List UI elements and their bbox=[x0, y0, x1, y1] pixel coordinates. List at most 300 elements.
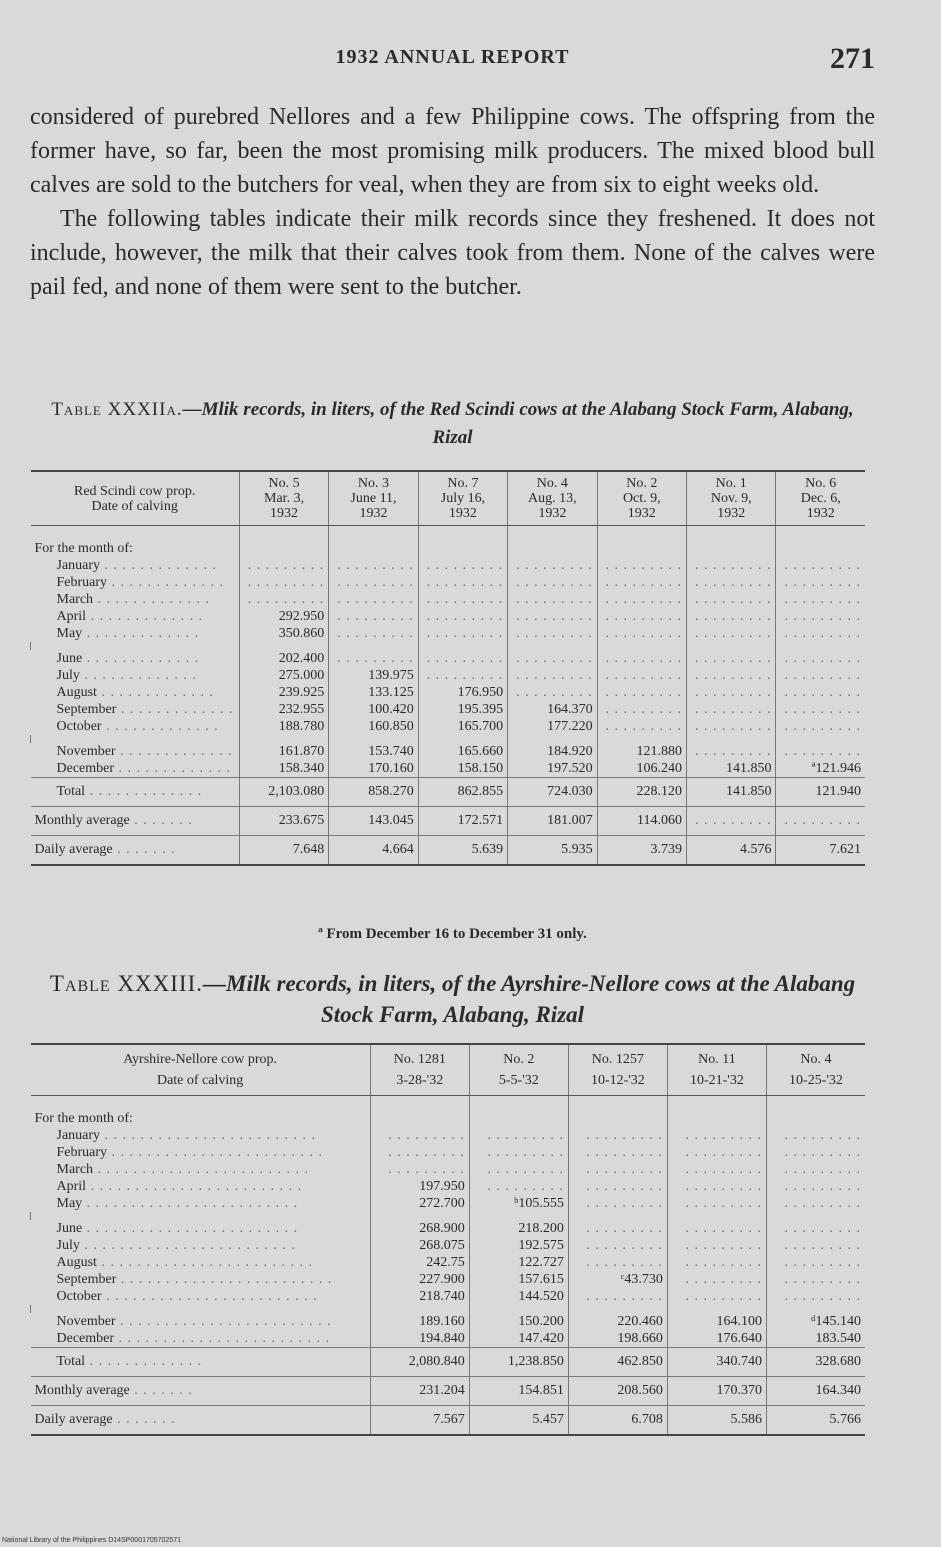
data-cell bbox=[418, 667, 507, 684]
data-cell bbox=[508, 608, 597, 625]
leader-dots: . . . . . . . . . bbox=[784, 1238, 861, 1253]
leader-dots: . . . . . . . . . . . . . . . . . . . . . . . . bbox=[116, 1272, 333, 1287]
leader-dots: . . . . . . . . . bbox=[586, 1162, 663, 1177]
month-name: November bbox=[56, 1314, 116, 1329]
leader-dots: . . . . . . . . . bbox=[694, 813, 772, 828]
cell-value: 197.520 bbox=[547, 761, 593, 776]
leader-dots: . . . . . . . . . bbox=[685, 1145, 762, 1160]
data-cell bbox=[329, 718, 418, 735]
summary-cell bbox=[568, 1348, 667, 1377]
summary-value: 114.060 bbox=[637, 813, 683, 828]
leader-dots: . . . . . . . . . bbox=[426, 651, 504, 666]
cell-value: 183.540 bbox=[815, 1331, 861, 1346]
data-cell bbox=[469, 1161, 568, 1178]
data-cell bbox=[597, 650, 686, 667]
data-cell bbox=[667, 1195, 766, 1212]
spacer-cell bbox=[766, 1305, 865, 1313]
column-header: No. 1257 10-12-'32 bbox=[568, 1044, 667, 1096]
leader-dots: . . . . . . . . . bbox=[694, 685, 772, 700]
month-name: June bbox=[56, 1221, 83, 1236]
summary-cell bbox=[418, 807, 507, 836]
row-label bbox=[31, 760, 240, 778]
summary-cell bbox=[370, 1377, 469, 1406]
summary-value: 231.204 bbox=[419, 1383, 465, 1398]
spacer-cell bbox=[31, 735, 240, 743]
row-label bbox=[31, 625, 240, 642]
leader-dots: . . . . . . . . . . . . . bbox=[85, 784, 203, 799]
paragraph-1: considered of purebred Nellores and a few Philippine cows. The offspring from the former have, so far, been the most promising milk producers. The mixed blood bull calves are sold to the butchers for veal, when they are from six to eight weeks old. bbox=[30, 104, 875, 198]
leader-dots: . . . . . . . . . bbox=[426, 592, 504, 607]
spacer-cell bbox=[687, 735, 776, 743]
spacer-cell bbox=[469, 1305, 568, 1313]
corner-header: Ayrshire-Nellore cow prop. Date of calving bbox=[31, 1044, 371, 1096]
empty-cell bbox=[508, 526, 597, 558]
month-name: July bbox=[56, 668, 80, 683]
spacer-cell bbox=[329, 735, 418, 743]
leader-dots: . . . . . . . . . bbox=[605, 575, 683, 590]
data-cell bbox=[766, 1254, 865, 1271]
cell-value: 184.920 bbox=[547, 744, 593, 759]
leader-dots: . . . . . . . . . . . . . bbox=[85, 1354, 203, 1369]
data-cell bbox=[568, 1178, 667, 1195]
cell-value: 220.460 bbox=[617, 1314, 663, 1329]
table-row bbox=[31, 684, 866, 701]
data-cell bbox=[687, 574, 776, 591]
leader-dots: . . . . . . . . . . . . . bbox=[107, 575, 225, 590]
row-label bbox=[31, 1288, 371, 1305]
summary-cell bbox=[418, 836, 507, 866]
data-cell bbox=[766, 1237, 865, 1254]
summary-cell bbox=[239, 836, 328, 866]
row-label bbox=[31, 1313, 371, 1330]
summary-cell bbox=[469, 1348, 568, 1377]
leader-dots: . . . . . . . . . bbox=[694, 744, 772, 759]
row-label bbox=[31, 684, 240, 701]
leader-dots: . . . . . . . . . bbox=[605, 702, 683, 717]
data-cell bbox=[370, 1220, 469, 1237]
data-cell bbox=[239, 625, 328, 642]
table-row bbox=[31, 667, 866, 684]
leader-dots: . . . . . . . . . bbox=[685, 1238, 762, 1253]
spacer-cell bbox=[687, 642, 776, 650]
leader-dots: . . . . . . . . . bbox=[247, 592, 325, 607]
column-header: No. 2 5-5-'32 bbox=[469, 1044, 568, 1096]
data-cell bbox=[329, 701, 418, 718]
summary-value: 1,238.850 bbox=[507, 1354, 564, 1369]
leader-dots: . . . . . . . . . bbox=[694, 702, 772, 717]
data-cell bbox=[766, 1220, 865, 1237]
table1-caption bbox=[30, 396, 875, 452]
corner-header: Red Scindi cow prop. Date of calving bbox=[31, 471, 240, 526]
data-cell bbox=[687, 650, 776, 667]
leader-dots: . . . . . . . . . . . . . bbox=[82, 626, 200, 641]
data-cell bbox=[568, 1220, 667, 1237]
summary-label bbox=[31, 807, 240, 836]
leader-dots: . . . . . . . . . bbox=[337, 609, 414, 624]
data-cell bbox=[766, 1271, 865, 1288]
leader-dots: . . . . . . . . . bbox=[487, 1128, 564, 1143]
red-scindi-milk-table bbox=[30, 470, 865, 866]
cell-value: 227.900 bbox=[419, 1272, 465, 1287]
summary-value: 862.855 bbox=[457, 784, 504, 799]
leader-dots: . . . . . . . . . bbox=[487, 1162, 564, 1177]
data-cell bbox=[766, 1144, 865, 1161]
leader-dots: . . . . . . . . . bbox=[784, 651, 861, 666]
summary-value: 5.457 bbox=[532, 1412, 564, 1427]
table-row bbox=[31, 1271, 866, 1288]
table-row bbox=[31, 625, 866, 642]
data-cell bbox=[508, 557, 597, 574]
summary-value: 858.270 bbox=[368, 784, 414, 799]
header-row bbox=[31, 471, 866, 526]
month-name: December bbox=[56, 761, 115, 776]
leader-dots: . . . . . . . . . bbox=[247, 575, 325, 590]
summary-value: 340.740 bbox=[716, 1354, 762, 1369]
data-cell bbox=[370, 1127, 469, 1144]
spacer-cell bbox=[31, 1305, 371, 1313]
summary-cell bbox=[370, 1406, 469, 1436]
data-cell bbox=[776, 625, 865, 642]
empty-cell bbox=[667, 1096, 766, 1128]
column-header: No. 7 July 16, 1932 bbox=[418, 471, 507, 526]
leader-dots: . . . . . . . . . bbox=[586, 1238, 663, 1253]
data-cell bbox=[687, 608, 776, 625]
data-cell bbox=[568, 1144, 667, 1161]
leader-dots: . . . . . . . . . bbox=[784, 813, 861, 828]
leader-dots: . . . . . . . . . . . . . bbox=[82, 651, 200, 666]
summary-label bbox=[31, 1377, 371, 1406]
leader-dots: . . . . . . . . . bbox=[516, 575, 593, 590]
data-cell bbox=[776, 718, 865, 735]
data-cell bbox=[687, 625, 776, 642]
summary-value: 170.370 bbox=[716, 1383, 762, 1398]
data-cell bbox=[667, 1288, 766, 1305]
summary-cell bbox=[329, 778, 418, 807]
leader-dots: . . . . . . . . . bbox=[784, 685, 861, 700]
data-cell bbox=[667, 1330, 766, 1348]
data-cell bbox=[469, 1127, 568, 1144]
month-name: July bbox=[56, 1238, 80, 1253]
data-cell bbox=[370, 1237, 469, 1254]
month-name: March bbox=[56, 592, 94, 607]
data-cell bbox=[687, 718, 776, 735]
data-cell bbox=[776, 557, 865, 574]
leader-dots: . . . . . . . . . . . . . . . . . . . . . . . . bbox=[79, 1238, 296, 1253]
data-cell bbox=[776, 650, 865, 667]
row-label bbox=[31, 1254, 371, 1271]
spacer-cell bbox=[469, 1212, 568, 1220]
data-cell bbox=[508, 760, 597, 778]
leader-dots: . . . . . . . . . bbox=[426, 626, 504, 641]
data-cell bbox=[776, 608, 865, 625]
cell-value: 197.950 bbox=[419, 1179, 465, 1194]
month-name: September bbox=[56, 1272, 117, 1287]
leader-dots: . . . . . . . . . bbox=[784, 668, 861, 683]
summary-cell bbox=[469, 1406, 568, 1436]
data-cell bbox=[597, 760, 686, 778]
cell-value: 139.975 bbox=[368, 668, 414, 683]
data-cell bbox=[418, 591, 507, 608]
data-cell bbox=[508, 701, 597, 718]
data-cell bbox=[568, 1254, 667, 1271]
data-cell bbox=[418, 608, 507, 625]
data-cell bbox=[568, 1288, 667, 1305]
summary-value: 3.739 bbox=[650, 842, 683, 857]
leader-dots: . . . . . . . . . bbox=[247, 558, 325, 573]
cell-value: 194.840 bbox=[419, 1331, 465, 1346]
data-cell bbox=[329, 591, 418, 608]
month-name: August bbox=[56, 1255, 97, 1270]
spacer-cell bbox=[597, 735, 686, 743]
row-label bbox=[31, 1220, 371, 1237]
leader-dots: . . . . . . . . . bbox=[694, 719, 772, 734]
leader-dots: . . . . . . . . . . . . . . . . . . . . . . . . bbox=[93, 1162, 310, 1177]
spacer-cell bbox=[766, 1212, 865, 1220]
data-cell bbox=[687, 760, 776, 778]
table-row bbox=[31, 1161, 866, 1178]
cell-value: 268.075 bbox=[419, 1238, 465, 1253]
column-header: No. 5 Mar. 3, 1932 bbox=[239, 471, 328, 526]
summary-value: 5.766 bbox=[829, 1412, 861, 1427]
column-header: No. 11 10-21-'32 bbox=[667, 1044, 766, 1096]
summary-cell bbox=[597, 836, 686, 866]
leader-dots: . . . . . . . . . bbox=[784, 1179, 861, 1194]
data-cell bbox=[766, 1313, 865, 1330]
summary-value: 5.935 bbox=[561, 842, 593, 857]
summary-name: Total bbox=[56, 784, 86, 799]
data-cell bbox=[418, 701, 507, 718]
data-cell bbox=[568, 1195, 667, 1212]
data-cell bbox=[766, 1330, 865, 1348]
cell-value: 292.950 bbox=[278, 609, 325, 624]
leader-dots: . . . . . . . . . bbox=[426, 558, 504, 573]
spacer-cell bbox=[568, 1305, 667, 1313]
summary-name: Monthly average bbox=[34, 1383, 130, 1398]
row-label bbox=[31, 1195, 371, 1212]
summary-name: Daily average bbox=[34, 842, 113, 857]
leader-dots: . . . . . . . . . bbox=[516, 592, 593, 607]
leader-dots: . . . . . . . . . . . . . bbox=[96, 685, 214, 700]
month-name: August bbox=[56, 685, 97, 700]
spacer-cell bbox=[508, 642, 597, 650]
data-cell bbox=[667, 1313, 766, 1330]
data-cell bbox=[508, 743, 597, 760]
column-header: No. 4 10-25-'32 bbox=[766, 1044, 865, 1096]
data-cell bbox=[239, 574, 328, 591]
data-cell bbox=[766, 1288, 865, 1305]
month-name: January bbox=[56, 1128, 101, 1143]
cell-value: 158.340 bbox=[278, 761, 325, 776]
data-cell bbox=[776, 574, 865, 591]
cell-value: 121.880 bbox=[636, 744, 683, 759]
summary-row bbox=[31, 1377, 866, 1406]
data-cell bbox=[597, 591, 686, 608]
summary-value: 121.940 bbox=[815, 784, 861, 799]
cell-value: 275.000 bbox=[278, 668, 325, 683]
summary-value: 462.850 bbox=[617, 1354, 663, 1369]
data-cell bbox=[776, 684, 865, 701]
data-cell bbox=[776, 701, 865, 718]
summary-value: 228.120 bbox=[636, 784, 683, 799]
leader-dots: . . . . . . . . . bbox=[586, 1255, 663, 1270]
cell-value: 165.660 bbox=[457, 744, 504, 759]
cell-value: 188.780 bbox=[278, 719, 325, 734]
leader-dots: . . . . . . . . . bbox=[685, 1128, 762, 1143]
leader-dots: . . . . . . . . . bbox=[685, 1179, 762, 1194]
group-label: For the month of: bbox=[34, 1111, 133, 1126]
leader-dots: . . . . . . . . . bbox=[337, 626, 414, 641]
cell-value: 122.727 bbox=[518, 1255, 564, 1270]
data-cell bbox=[568, 1237, 667, 1254]
data-cell bbox=[239, 743, 328, 760]
table-row bbox=[31, 1288, 866, 1305]
summary-cell bbox=[508, 778, 597, 807]
data-cell bbox=[469, 1288, 568, 1305]
spacer-cell bbox=[776, 735, 865, 743]
row-label bbox=[31, 718, 240, 735]
leader-dots: . . . . . . . bbox=[129, 1383, 193, 1398]
summary-cell bbox=[329, 836, 418, 866]
table-row bbox=[31, 1313, 866, 1330]
month-name: April bbox=[56, 609, 87, 624]
leader-dots: . . . . . . . . . bbox=[784, 1196, 861, 1211]
row-label bbox=[31, 1178, 371, 1195]
cell-value: 202.400 bbox=[278, 651, 325, 666]
spacer-cell bbox=[370, 1212, 469, 1220]
summary-value: 2,080.840 bbox=[408, 1354, 465, 1369]
leader-dots: . . . . . . . . . bbox=[685, 1196, 762, 1211]
summary-cell bbox=[469, 1377, 568, 1406]
data-cell bbox=[370, 1271, 469, 1288]
cell-value: 195.395 bbox=[457, 702, 504, 717]
data-cell bbox=[370, 1330, 469, 1348]
leader-dots: . . . . . . . bbox=[112, 842, 176, 857]
empty-cell bbox=[766, 1096, 865, 1128]
data-cell bbox=[766, 1178, 865, 1195]
summary-value: 154.851 bbox=[518, 1383, 564, 1398]
column-header: No. 6 Dec. 6, 1932 bbox=[776, 471, 865, 526]
data-cell bbox=[370, 1313, 469, 1330]
spacer-row bbox=[31, 735, 866, 743]
data-cell bbox=[667, 1254, 766, 1271]
data-cell bbox=[766, 1195, 865, 1212]
spacer-cell bbox=[508, 735, 597, 743]
leader-dots: . . . . . . . . . bbox=[605, 651, 683, 666]
cell-value: 350.860 bbox=[278, 626, 325, 641]
data-cell bbox=[667, 1237, 766, 1254]
data-cell bbox=[508, 625, 597, 642]
month-name: January bbox=[56, 558, 101, 573]
leader-dots: . . . . . . . . . bbox=[426, 575, 504, 590]
data-cell bbox=[508, 718, 597, 735]
header-row bbox=[31, 1044, 866, 1096]
table2-caption-text: —Milk records, in liters, of the Ayrshire-Nellore cows at the Alabang Stock Farm, Alabang, Rizal bbox=[203, 971, 856, 1027]
spacer-row bbox=[31, 1305, 866, 1313]
data-cell bbox=[469, 1271, 568, 1288]
spacer-cell bbox=[667, 1305, 766, 1313]
leader-dots: . . . . . . . . . bbox=[694, 609, 772, 624]
leader-dots: . . . . . . . . . bbox=[784, 1162, 861, 1177]
leader-dots: . . . . . . . . . . . . . . . . . . . . . . . . bbox=[86, 1179, 303, 1194]
data-cell bbox=[329, 557, 418, 574]
page-header bbox=[30, 42, 875, 82]
cell-value: 147.420 bbox=[518, 1331, 564, 1346]
data-cell bbox=[329, 574, 418, 591]
leader-dots: . . . . . . . . . bbox=[784, 1289, 861, 1304]
table-row bbox=[31, 591, 866, 608]
leader-dots: . . . . . . . . . bbox=[784, 592, 861, 607]
leader-dots: . . . . . . . . . bbox=[487, 1179, 564, 1194]
leader-dots: . . . . . . . . . . . . . . . . . . . . . . . . bbox=[107, 1145, 324, 1160]
data-cell bbox=[239, 701, 328, 718]
leader-dots: . . . . . . . . . bbox=[388, 1145, 465, 1160]
month-name: February bbox=[56, 1145, 108, 1160]
cell-value: 268.900 bbox=[419, 1221, 465, 1236]
data-cell bbox=[418, 625, 507, 642]
leader-dots: . . . . . . . . . bbox=[685, 1255, 762, 1270]
leader-dots: . . . . . . . . . bbox=[694, 558, 772, 573]
summary-row bbox=[31, 1406, 866, 1436]
cell-value: 239.925 bbox=[278, 685, 325, 700]
summary-label bbox=[31, 836, 240, 866]
leader-dots: . . . . . . . . . bbox=[694, 668, 772, 683]
summary-value: 141.850 bbox=[725, 784, 772, 799]
summary-value: 164.340 bbox=[815, 1383, 861, 1398]
leader-dots: . . . . . . . . . bbox=[487, 1145, 564, 1160]
leader-dots: . . . . . . . . . bbox=[426, 668, 504, 683]
summary-value: 181.007 bbox=[547, 813, 593, 828]
leader-dots: . . . . . . . . . bbox=[694, 651, 772, 666]
empty-cell bbox=[418, 526, 507, 558]
summary-value: 6.708 bbox=[631, 1412, 663, 1427]
cell-value: 161.870 bbox=[278, 744, 325, 759]
data-cell bbox=[370, 1161, 469, 1178]
data-cell bbox=[329, 760, 418, 778]
month-name: February bbox=[56, 575, 108, 590]
data-cell bbox=[776, 760, 865, 778]
leader-dots: . . . . . . . . . bbox=[516, 558, 593, 573]
leader-dots: . . . . . . . . . . . . . bbox=[114, 761, 232, 776]
row-label bbox=[31, 1330, 371, 1348]
summary-name: Monthly average bbox=[34, 813, 130, 828]
cell-value: 106.240 bbox=[636, 761, 683, 776]
data-cell bbox=[597, 574, 686, 591]
data-cell bbox=[667, 1161, 766, 1178]
summary-value: 2,103.080 bbox=[268, 784, 325, 799]
leader-dots: . . . . . . . . . bbox=[516, 668, 593, 683]
table-row bbox=[31, 557, 866, 574]
cell-value: 100.420 bbox=[368, 702, 414, 717]
data-cell bbox=[370, 1288, 469, 1305]
summary-cell bbox=[329, 807, 418, 836]
data-cell bbox=[329, 684, 418, 701]
summary-cell bbox=[766, 1348, 865, 1377]
group-row bbox=[31, 526, 866, 558]
summary-value: 328.680 bbox=[815, 1354, 861, 1369]
data-cell bbox=[469, 1220, 568, 1237]
leader-dots: . . . . . . . . . bbox=[685, 1162, 762, 1177]
data-cell bbox=[239, 608, 328, 625]
data-cell bbox=[508, 684, 597, 701]
table-row bbox=[31, 650, 866, 667]
leader-dots: . . . . . . . . . bbox=[685, 1289, 762, 1304]
leader-dots: . . . . . . . . . bbox=[337, 558, 414, 573]
data-cell bbox=[568, 1313, 667, 1330]
cell-value: 176.640 bbox=[716, 1331, 762, 1346]
data-cell bbox=[508, 650, 597, 667]
leader-dots: . . . . . . . . . bbox=[605, 668, 683, 683]
data-cell bbox=[508, 591, 597, 608]
